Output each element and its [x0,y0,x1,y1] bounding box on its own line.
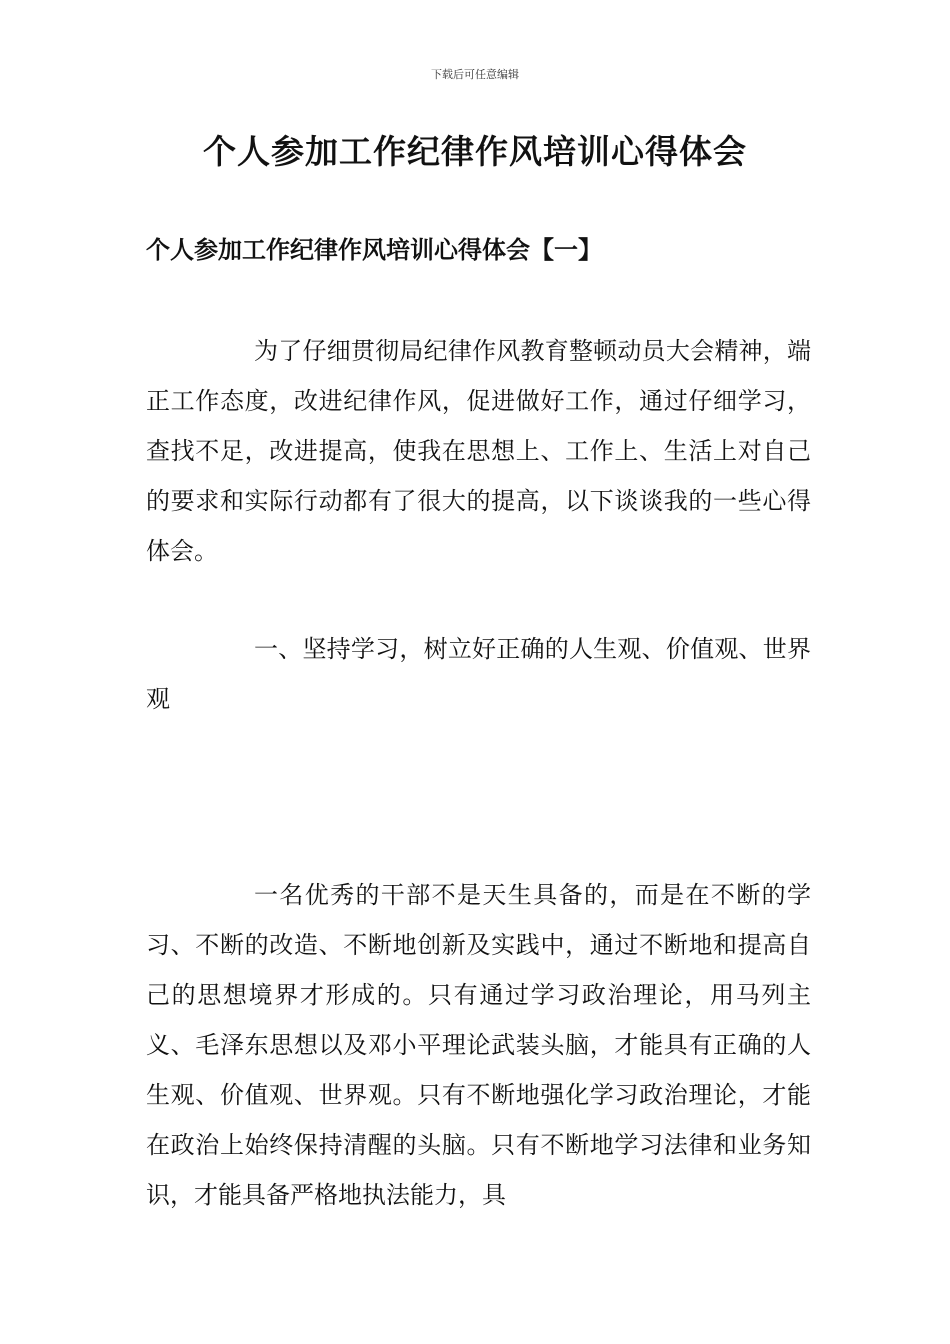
paragraph-point-one-body: 一名优秀的干部不是天生具备的，而是在不断的学习、不断的改造、不断地创新及实践中，通过不断地和提高自己的思想境界才形成的。只有通过学习政治理论，用马列主义、毛泽东思想以及邓小平理论武装头脑，才能具有正确的人生观、价值观、世界观。只有不断地强化学习政治理论，才能在政治上始终保持清醒的头脑。只有不断地学习法律和业务知识，才能具备严格地执法能力，具 [146,881,811,1209]
paragraph-point-one-heading: 一、坚持学习，树立好正确的人生观、价值观、世界观 [146,635,811,713]
paragraph-intro: 为了仔细贯彻局纪律作风教育整顿动员大会精神，端正工作态度，改进纪律作风，促进做好工作，通过仔细学习，查找不足，改进提高，使我在思想上、工作上、生活上对自己的要求和实际行动都有了很大的提高，以下谈谈我的一些心得体会。 [146,337,811,565]
header-note: 下载后可任意编辑 [431,68,519,81]
section-heading: 个人参加工作纪律作风培训心得体会【一】 [146,235,602,264]
document-title: 个人参加工作纪律作风培训心得体会 [203,132,747,171]
